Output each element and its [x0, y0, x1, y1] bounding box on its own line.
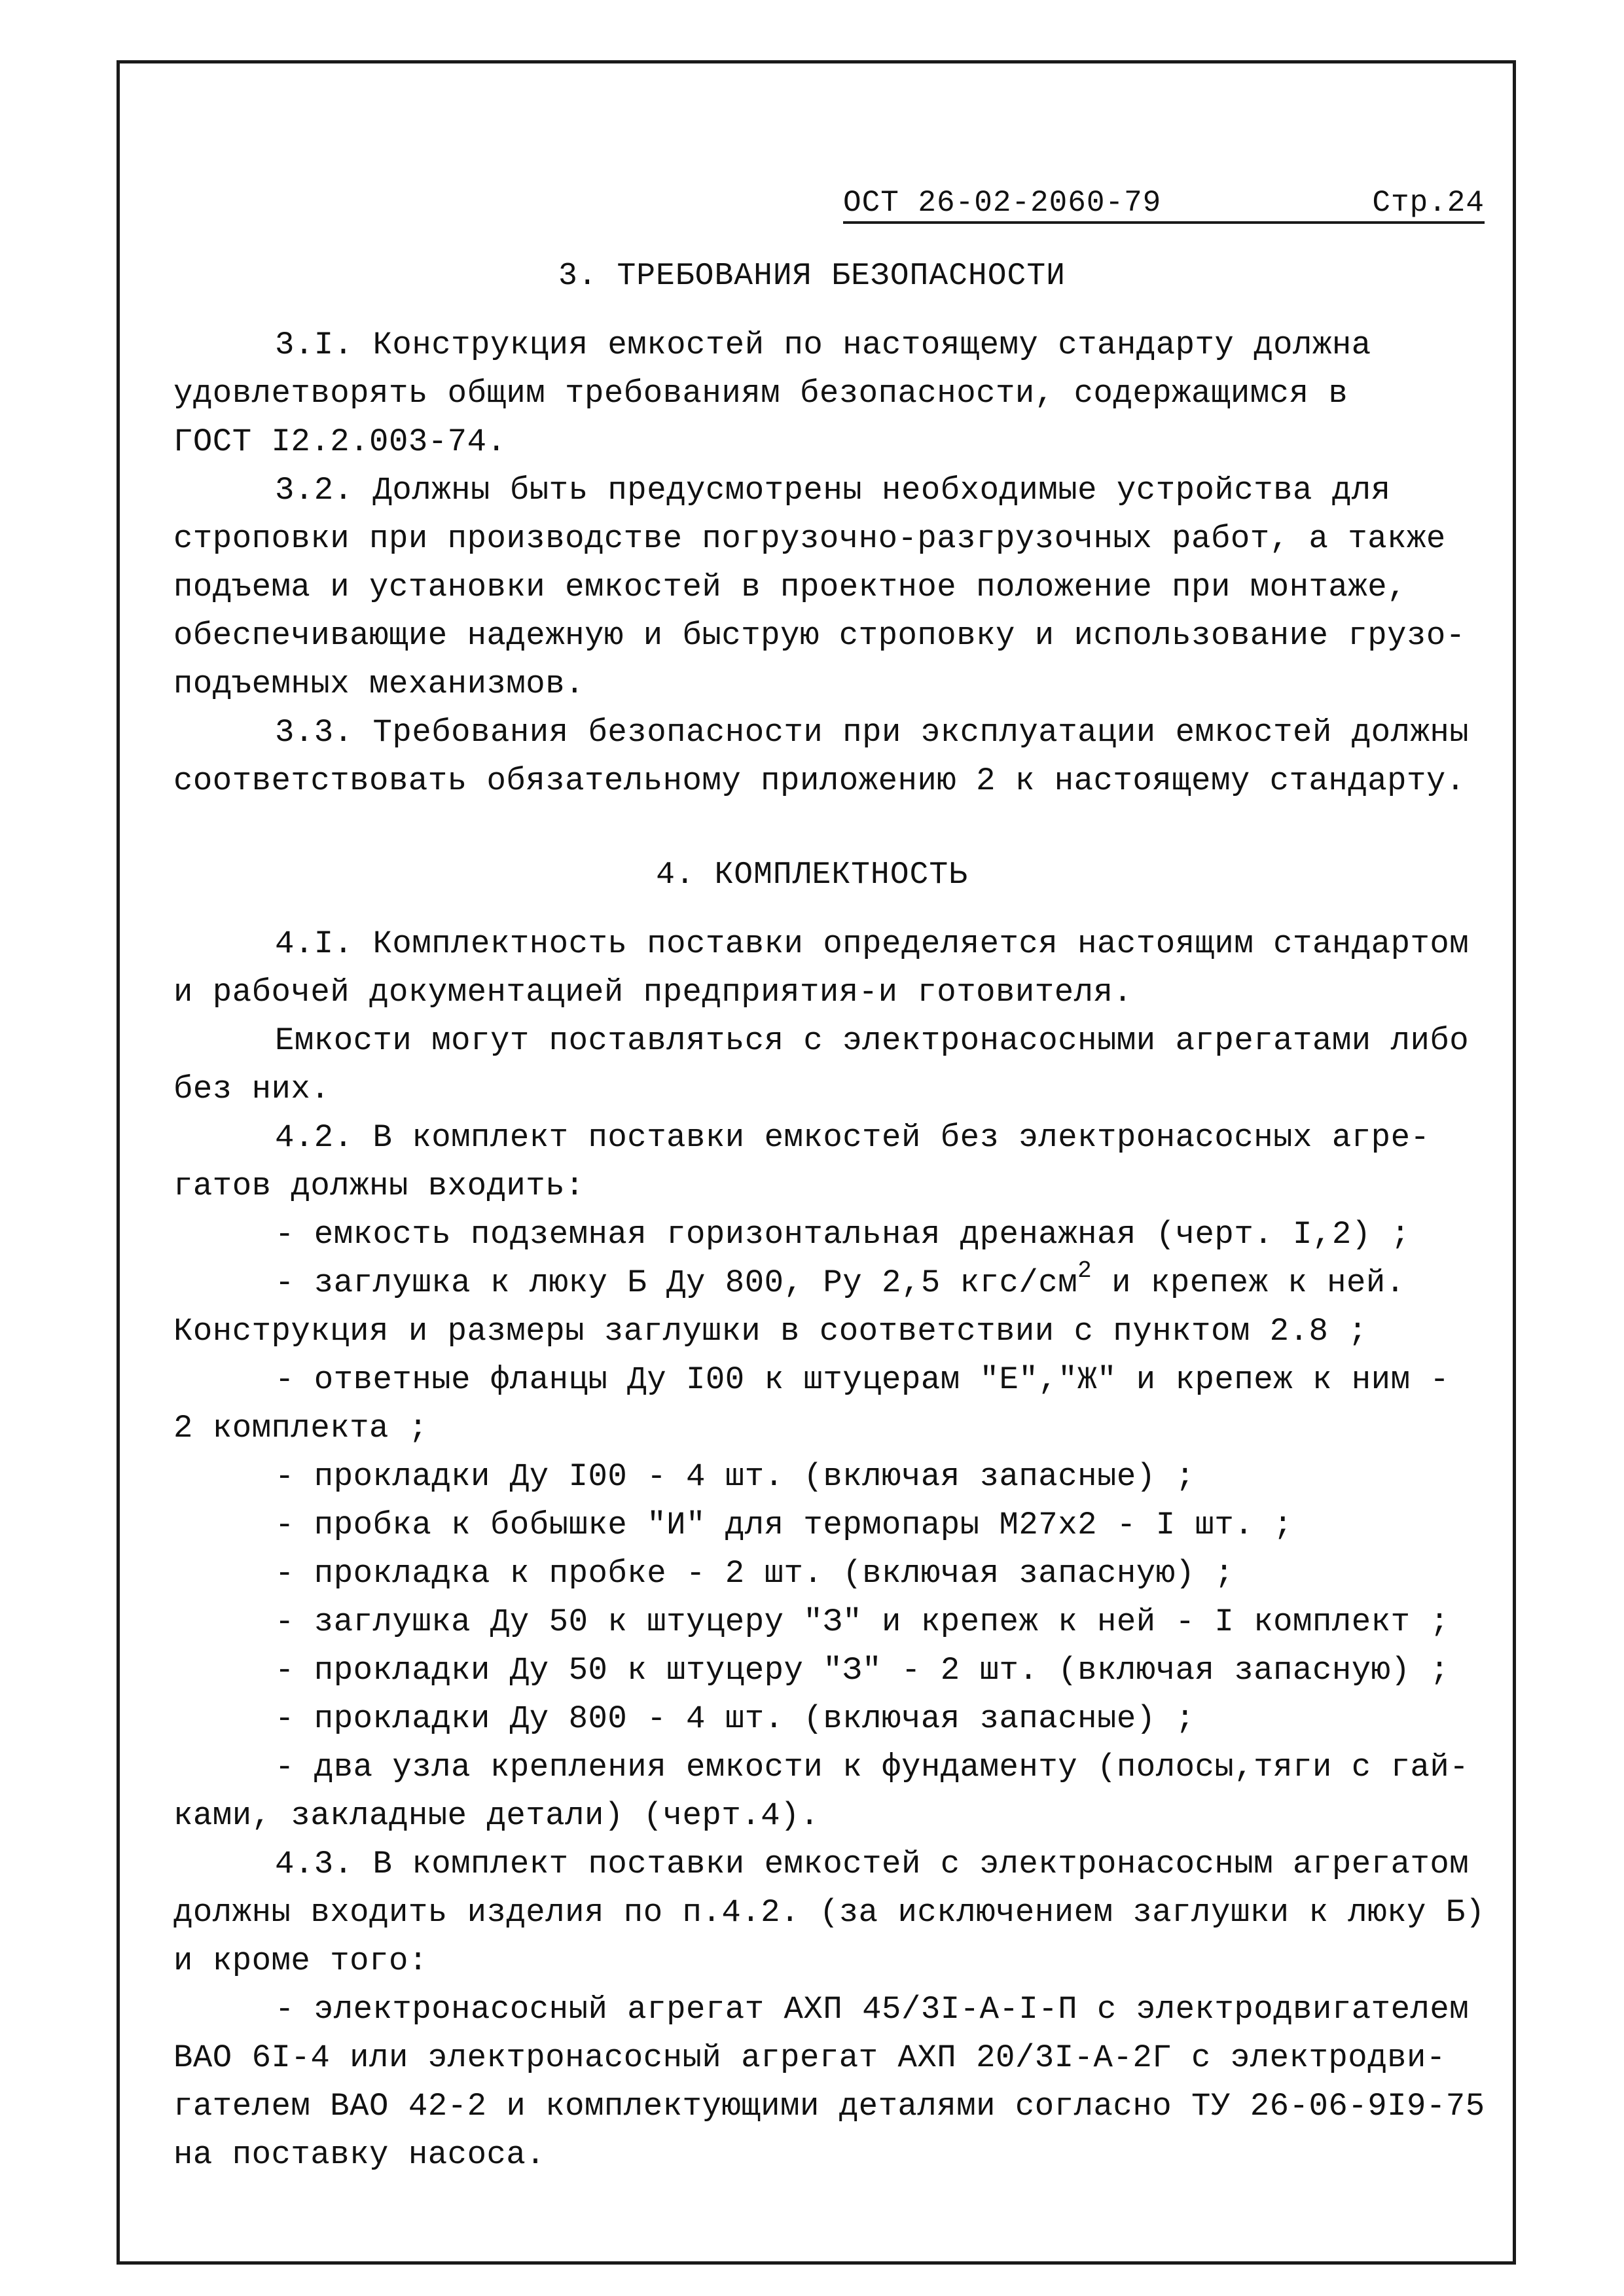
text-line: 3.2. Должны быть предусмотрены необходимые устройства для — [275, 472, 1391, 509]
list-item: - ответные фланцы Ду I00 к штуцерам "Е","Ж" и крепеж к ним - — [275, 1361, 1450, 1398]
text-line: 2 комплекта ; — [173, 1410, 428, 1446]
list-item: - пробка к бобышке "И" для термопары М27х2 - I шт. ; — [275, 1507, 1293, 1543]
text-line: и кроме того: — [173, 1943, 428, 1979]
list-item: - два узла крепления емкости к фундаменту (полосы,тяги с гай- — [275, 1749, 1470, 1785]
text-line: подъемных механизмов. — [173, 666, 585, 702]
text-line: 3.I. Конструкция емкостей по настоящему стандарту должна — [275, 327, 1371, 363]
text-line: 4.I. Комплектность поставки определяется настоящим стандартом — [275, 925, 1470, 962]
text-line: удовлетворять общим требованиям безопасности, содержащимся в — [173, 375, 1348, 412]
text-line: обеспечивающие надежную и быструю строповку и использование грузо- — [173, 617, 1466, 654]
list-item: - емкость подземная горизонтальная дренажная (черт. I,2) ; — [275, 1216, 1411, 1253]
page-number: Стр.24 — [1372, 186, 1485, 220]
text-line: гатов должны входить: — [173, 1168, 585, 1204]
list-item: - прокладки Ду 800 - 4 шт. (включая запасные) ; — [275, 1700, 1195, 1737]
text-line: 3.3. Требования безопасности при эксплуатации емкостей должны — [275, 714, 1470, 751]
text-line: подъема и установки емкостей в проектное положение при монтаже, — [173, 569, 1407, 605]
list-item: - прокладки Ду I00 - 4 шт. (включая запасные) ; — [275, 1458, 1195, 1495]
text-line: гателем ВАО 42-2 и комплектующими деталями согласно ТУ 26-06-9I9-75 — [173, 2088, 1485, 2125]
text-line: должны входить изделия по п.4.2. (за исключением заглушки к люку Б) — [173, 1894, 1485, 1931]
list-item: - прокладка к пробке - 2 шт. (включая запасную) ; — [275, 1555, 1235, 1592]
text-line: соответствовать обязательному приложению 2 к настоящему стандарту. — [173, 762, 1466, 799]
section-3-title: 3. ТРЕБОВАНИЯ БЕЗОПАСНОСТИ — [558, 259, 1066, 294]
page-header — [843, 178, 1485, 224]
text-line: ками, закладные детали) (черт.4). — [173, 1797, 820, 1834]
text-line: и рабочей документацией предприятия-и готовителя. — [173, 974, 1133, 1011]
section-4-title: 4. КОМПЛЕКТНОСТЬ — [656, 857, 968, 893]
text-line: Емкости могут поставляться с электронасосными агрегатами либо — [275, 1022, 1470, 1059]
text-line: 4.2. В комплект поставки емкостей без электронасосных агре- — [275, 1119, 1430, 1156]
text-line: ГОСТ I2.2.003-74. — [173, 423, 507, 460]
text-line: строповки при производстве погрузочно-разгрузочных работ, а также — [173, 520, 1446, 557]
list-item: - заглушка к люку Б Ду 800, Ру 2,5 кгс/$см^2$ и крепеж к ней. — [275, 1257, 1405, 1301]
list-item: - заглушка Ду 50 к штуцеру "З" и крепеж к ней - I комплект ; — [275, 1604, 1450, 1640]
list-item: - прокладки Ду 50 к штуцеру "З" - 2 шт. (включая запасную) ; — [275, 1652, 1450, 1689]
list-item: - электронасосный агрегат АХП 45/3I-А-I-П с электродвигателем — [275, 1991, 1470, 2028]
text-line: 4.3. В комплект поставки емкостей с электронасосным агрегатом — [275, 1846, 1470, 1882]
text-line: Конструкция и размеры заглушки в соответствии с пунктом 2.8 ; — [173, 1313, 1368, 1350]
text-line: ВАО 6I-4 или электронасосный агрегат АХП 20/3I-А-2Г с электродви- — [173, 2039, 1446, 2076]
text-line: без них. — [173, 1071, 331, 1107]
text-line: на поставку насоса. — [173, 2136, 546, 2173]
superscript: 2 — [1077, 1257, 1092, 1284]
document-code: ОСТ 26-02-2060-79 — [843, 186, 1162, 220]
